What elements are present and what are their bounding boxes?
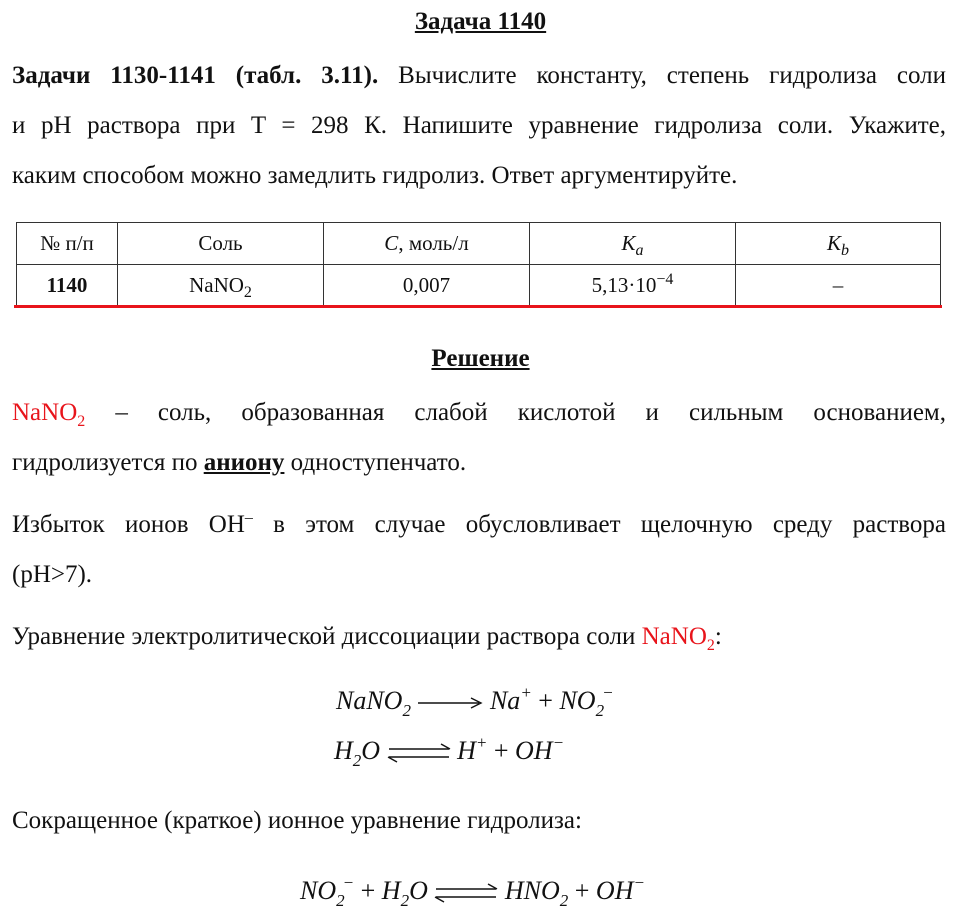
salt-formula-red: NaNO$_2$ [12,399,86,430]
header-conc-var: C [384,231,399,255]
cell-kb: – [736,265,941,306]
paragraph-ionic-equation: Сокращенное (краткое) ионное уравнение гидролиза: [12,807,582,834]
anion-emphasis: аниону [203,449,285,476]
task-line-3: каким способом можно замедлить гидролиз. Ответ аргументируйте. [12,162,738,189]
dissociation-salt-red: NaNO$_2$ [641,623,715,654]
dissociation-text: Уравнение электролитической диссоциации раствора соли [12,623,642,650]
task-ref-bold: Задачи 1130-1141 (табл. 3.11). [12,62,379,89]
paragraph-dissociation: Уравнение электролитической диссоциации раствора соли NaNO$_2$: [12,623,722,654]
salt-type-line-2: гидролизуется по аниону одноступенчато. [12,449,467,476]
salt-type-text: – соль, образованная слабой кислотой и сильным основанием, [85,399,946,426]
oh-line-2: (pH>7). [12,561,93,588]
cell-salt-main: NaNO [189,272,244,297]
equilibrium-arrow-icon [434,883,498,903]
task-line-2: и pH раствора при T = 298 К. Напишите уравнение гидролиза соли. Укажите, [12,112,946,139]
equilibrium-arrow-icon [387,743,451,763]
task-statement [12,51,946,201]
cell-num: 1140 [17,265,118,306]
task-line-1 [12,51,946,101]
cell-conc: 0,007 [324,265,530,306]
solution-heading: Решение [431,345,530,372]
cell-salt [118,265,324,306]
header-conc-unit: , моль/л [398,231,469,255]
salt-type-line-1 [12,388,946,438]
header-salt: Соль [118,223,324,265]
paragraph-salt-type [12,388,946,488]
header-kb-main: K [826,231,841,255]
task-line-1-text: Вычислите константу, степень гидролиза соли [378,62,947,89]
table-row [17,265,941,306]
cell-ka-mantissa: 5,13·10 [591,272,657,297]
equation-water: $H_2O$ H+ + OH− [334,733,565,770]
header-ka [530,223,736,265]
cell-ka [530,265,736,306]
header-num: № п/п [17,223,118,265]
oh-line-1: Избыток ионов OH– в этом случае обусловливает щелочную среду раствора [12,509,947,538]
header-conc [324,223,530,265]
paragraph-oh-excess [12,500,946,600]
cell-ka-exponent: −4 [656,270,674,288]
task-heading: Задача 1140 [414,8,547,35]
equation-hydrolysis: $NO_2^- + H_2O$ $HNO_2 + OH^-$ [300,873,645,910]
table-underline [14,305,942,308]
arrow-right-icon [417,696,483,710]
cell-salt-sub: 2 [243,283,252,301]
data-table [16,222,941,306]
header-ka-sub: a [635,242,644,260]
header-kb-sub: b [841,242,849,260]
table-header-row [17,223,941,265]
header-ka-main: K [621,231,636,255]
header-kb [736,223,941,265]
equation-dissociation: NaNO$_2$ $Na^+ + NO_2^-$ [336,683,614,720]
